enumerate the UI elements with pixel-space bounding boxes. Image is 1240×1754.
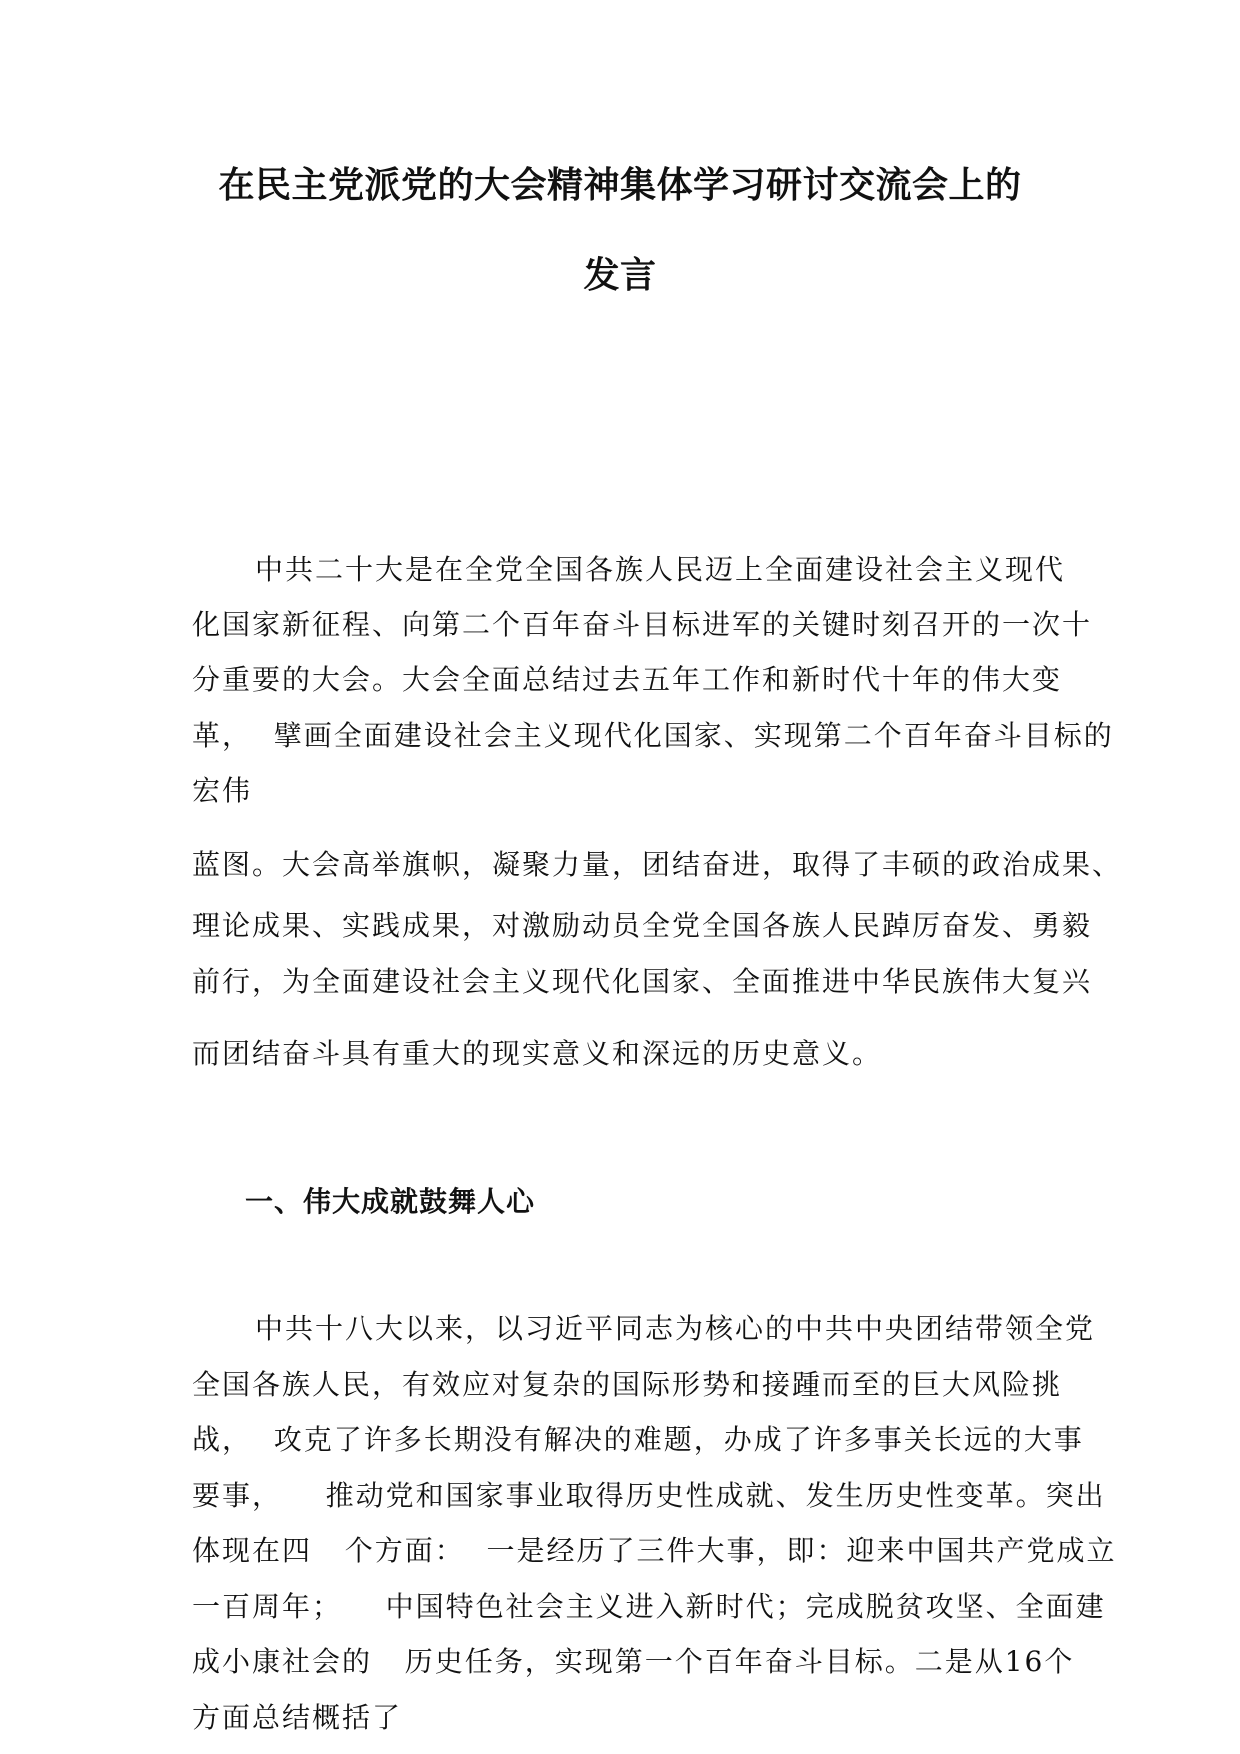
paragraph-1-line: 理论成果、实践成果，对激励动员全党全国各族人民踔厉奋发、勇毅 <box>192 909 1093 942</box>
paragraph-2-line: 中共十八大以来，以习近平同志为核心的中共中央团结带领全党 <box>255 1312 1096 1345</box>
paragraph-1-line: 而团结奋斗具有重大的现实意义和深远的历史意义。 <box>192 1037 883 1070</box>
paragraph-1-line: 前行，为全面建设社会主义现代化国家、全面推进中华民族伟大复兴 <box>192 965 1093 998</box>
paragraph-2-line: 体现在四 个方面： 一是经历了三件大事，即：迎来中国共产党成立 <box>192 1534 1117 1567</box>
paragraph-1-line: 中共二十大是在全党全国各族人民迈上全面建设社会主义现代 <box>255 553 1066 586</box>
paragraph-2-line: 一百周年； 中国特色社会主义进入新时代；完成脱贫攻坚、全面建 <box>192 1590 1106 1623</box>
paragraph-2-line: 成小康社会的 历史任务，实现第一个百年奋斗目标。二是从16个 <box>192 1645 1075 1678</box>
paragraph-1-line: 革， 擘画全面建设社会主义现代化国家、实现第二个百年奋斗目标的 <box>192 719 1114 752</box>
paragraph-1-line: 化国家新征程、向第二个百年奋斗目标进军的关键时刻召开的一次十 <box>192 608 1093 641</box>
paragraph-1-line: 蓝图。大会高举旗帜，凝聚力量，团结奋进，取得了丰硕的政治成果、 <box>192 848 1123 881</box>
document-title-line-2: 发言 <box>583 255 657 296</box>
paragraph-1-line: 分重要的大会。大会全面总结过去五年工作和新时代十年的伟大变 <box>192 663 1063 696</box>
section-heading: 一、伟大成就鼓舞人心 <box>245 1185 536 1218</box>
document-title-line-1: 在民主党派党的大会精神集体学习研讨交流会上的 <box>218 165 1022 206</box>
paragraph-2-line: 全国各族人民，有效应对复杂的国际形势和接踵而至的巨大风险挑 <box>192 1368 1063 1401</box>
paragraph-2-line: 战， 攻克了许多长期没有解决的难题，办成了许多事关长远的大事 <box>192 1423 1084 1456</box>
paragraph-1-line: 宏伟 <box>192 774 253 807</box>
paragraph-2-line: 方面总结概括了 <box>192 1701 403 1734</box>
paragraph-2-line: 要事， 推动党和国家事业取得历史性成就、发生历史性变革。突出 <box>192 1479 1106 1512</box>
